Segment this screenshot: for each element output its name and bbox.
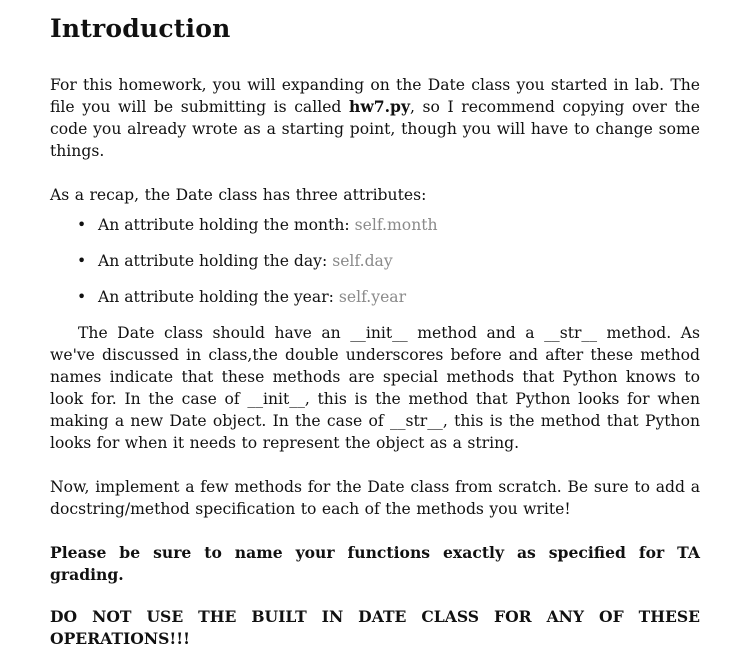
intro-text-2: , so I recommend copying over the code you already wrote as a starting point, though you will have to change some things. (50, 98, 700, 160)
list-item (50, 286, 700, 308)
attribute-list (50, 214, 700, 308)
intro-text-1: For this homework, you will expanding on the Date class you started in lab. The file you will be submitting is called (50, 76, 700, 116)
dunder-text: The Date class should have an (78, 324, 351, 342)
dunder-text: method and a (407, 324, 545, 342)
list-item (50, 214, 700, 236)
dunder-text: method. As we've discussed in class,the double underscores before and after these method names indicate that these methods are special methods that Python knows to look for. In the case of (50, 324, 700, 408)
str-method-name: __str__ (389, 412, 443, 430)
section-heading: Introduction (50, 14, 231, 43)
init-method-name: __init__ (350, 324, 408, 342)
init-method-name: __init__ (247, 390, 305, 408)
recap-paragraph: As a recap, the Date class has three attributes: (50, 186, 427, 204)
bullet-icon: • (77, 252, 87, 270)
dunder-text: , this is the method that Python looks for when it needs to represent the object as a string. (50, 412, 701, 452)
document-page (50, 0, 700, 650)
attribute-code: self.month (354, 216, 438, 234)
attribute-text: An attribute holding the day: (98, 252, 333, 270)
str-method-name: __str__ (544, 324, 598, 342)
list-item (50, 250, 700, 272)
attribute-text: An attribute holding the month: (98, 216, 355, 234)
naming-notice: Please be sure to name your functions exactly as specified for TA grading. (50, 543, 700, 584)
attribute-code: self.day (332, 252, 393, 270)
special-methods-paragraph (50, 322, 700, 454)
attribute-text: An attribute holding the year: (98, 288, 339, 306)
bullet-icon: • (77, 288, 87, 306)
intro-paragraph (50, 74, 700, 162)
bullet-icon: • (77, 216, 87, 234)
implement-paragraph: Now, implement a few methods for the Date class from scratch. Be sure to add a docstring/method specification to each of the methods you write! (50, 478, 700, 518)
dunder-text: , this is the method that Python looks for when making a new Date object. In the case of (50, 390, 700, 430)
attribute-code: self.year (338, 288, 407, 306)
filename: hw7.py (349, 97, 411, 116)
warning-notice: DO NOT USE THE BUILT IN DATE CLASS FOR ANY OF THESE OPERATIONS!!! (50, 607, 700, 648)
